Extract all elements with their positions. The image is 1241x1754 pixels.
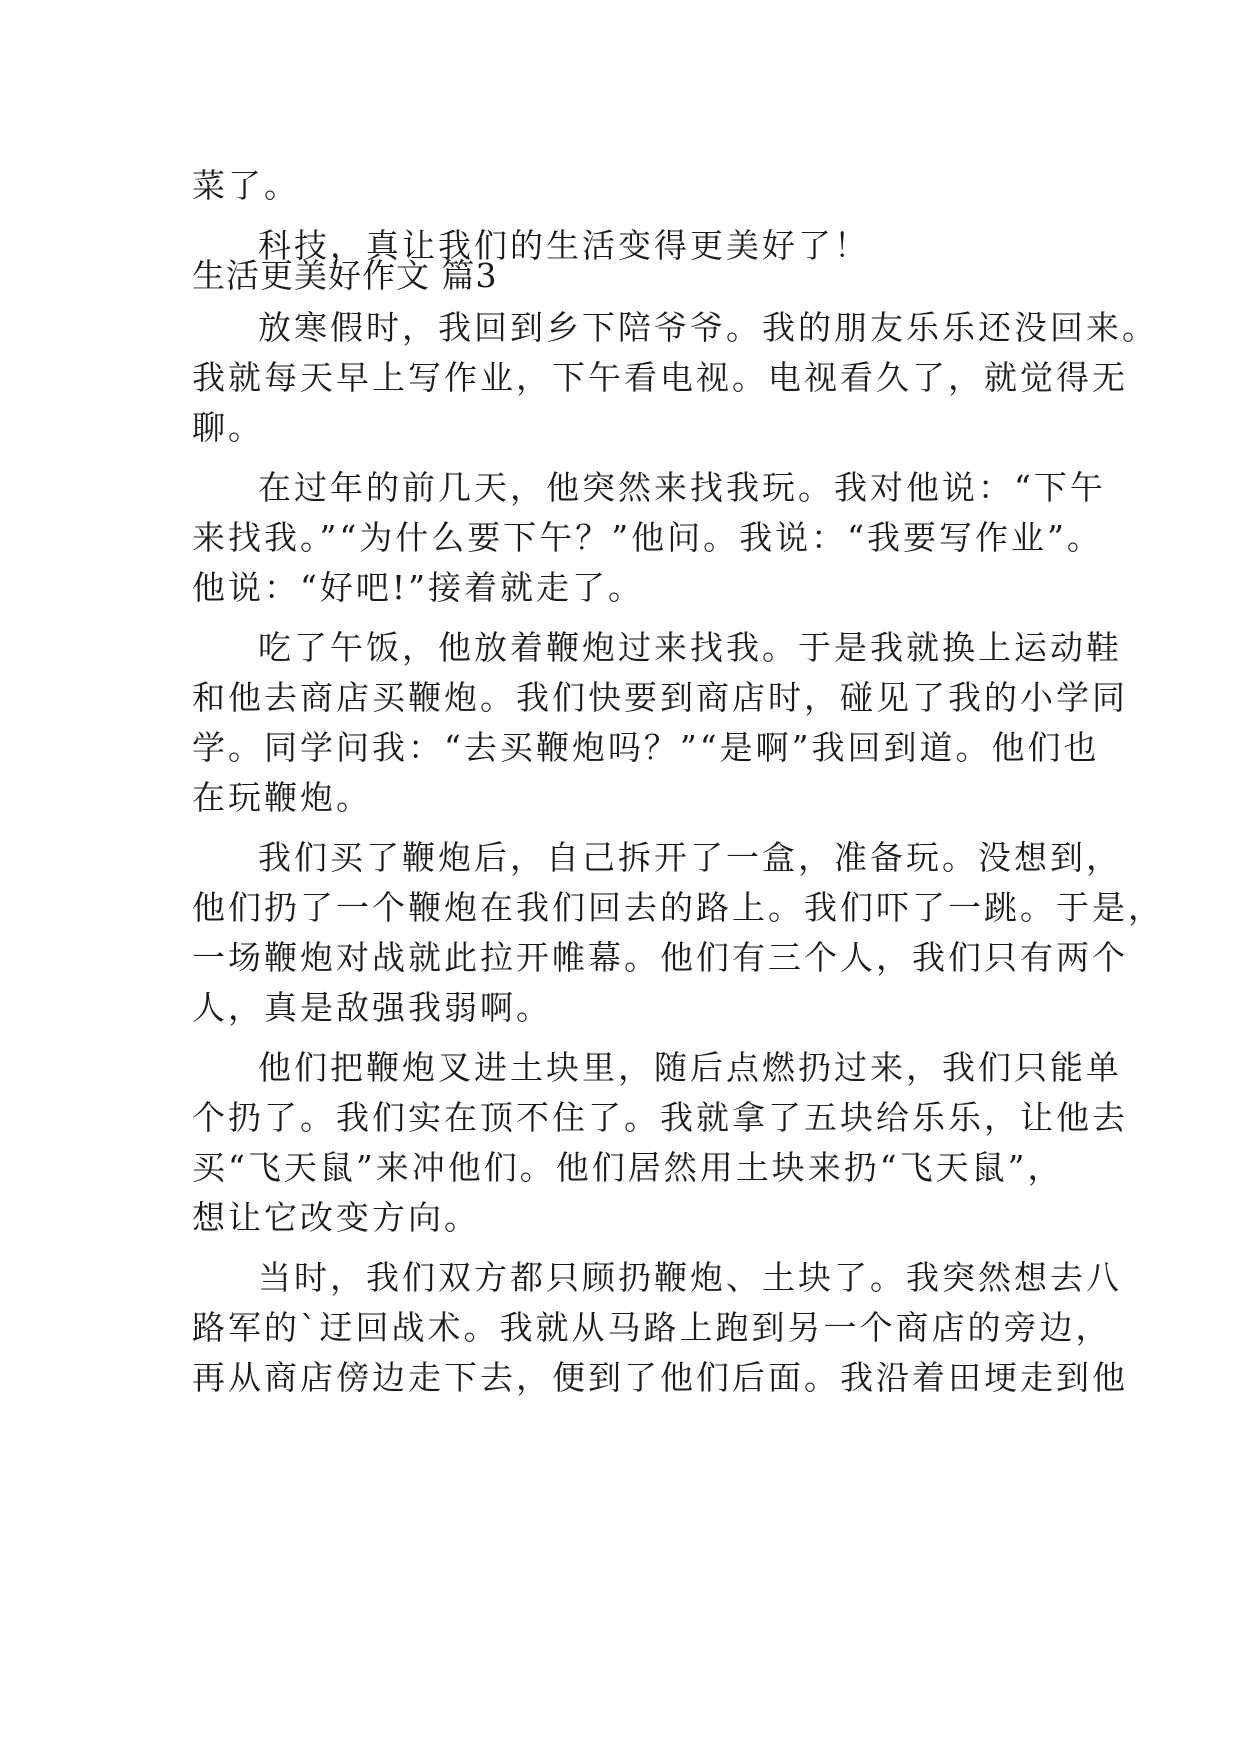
paragraph-line: 他说：“好吧!”接着就走了。 xyxy=(192,568,645,607)
paragraph-line: 聊。 xyxy=(192,408,264,447)
paragraph-line: 想让它改变方向。 xyxy=(192,1198,480,1237)
paragraph-line: 他们扔了一个鞭炮在我们回去的路上。我们吓了一跳。于是， xyxy=(192,888,1164,927)
paragraph-line: 当时，我们双方都只顾扔鞭炮、土块了。我突然想去八 xyxy=(258,1258,1122,1297)
paragraph-line: 再从商店傍边走下去，便到了他们后面。我沿着田埂走到他 xyxy=(192,1358,1128,1397)
paragraph-line: 在玩鞭炮。 xyxy=(192,778,372,817)
paragraph-line: 学。同学问我：“去买鞭炮吗？”“是啊”我回到道。他们也 xyxy=(192,728,1100,767)
paragraph-line: 吃了午饭，他放着鞭炮过来找我。于是我就换上运动鞋 xyxy=(258,628,1122,667)
paragraph-line: 买“飞天鼠”来冲他们。他们居然用土块来扔“飞天鼠”， xyxy=(192,1148,1064,1187)
paragraph-line: 我就每天早上写作业，下午看电视。电视看久了，就觉得无 xyxy=(192,358,1128,397)
section-heading: 生活更美好作文 篇3 xyxy=(192,256,498,295)
paragraph-line: 一场鞭炮对战就此拉开帷幕。他们有三个人，我们只有两个 xyxy=(192,938,1128,977)
paragraph-line: 菜了。 xyxy=(192,166,300,205)
paragraph-line: 个扔了。我们实在顶不住了。我就拿了五块给乐乐，让他去 xyxy=(192,1098,1128,1137)
paragraph-line: 放寒假时，我回到乡下陪爷爷。我的朋友乐乐还没回来。 xyxy=(258,308,1158,347)
paragraph-line: 在过年的前几天，他突然来找我玩。我对他说：“下午 xyxy=(258,468,1106,507)
paragraph-line: 路军的`迂回战术。我就从马路上跑到另一个商店的旁边， xyxy=(192,1308,1112,1347)
paragraph-line: 科技，真让我们的生活变得更美好了！ xyxy=(258,226,870,265)
paragraph-line: 他们把鞭炮叉进土块里，随后点燃扔过来，我们只能单 xyxy=(258,1048,1122,1087)
paragraph-line: 来找我。”“为什么要下午？”他问。我说：“我要写作业”。 xyxy=(192,518,1103,557)
paragraph-line: 和他去商店买鞭炮。我们快要到商店时，碰见了我的小学同 xyxy=(192,678,1128,717)
paragraph-line: 我们买了鞭炮后，自己拆开了一盒，准备玩。没想到， xyxy=(258,838,1122,877)
paragraph-line: 人，真是敌强我弱啊。 xyxy=(192,988,552,1027)
